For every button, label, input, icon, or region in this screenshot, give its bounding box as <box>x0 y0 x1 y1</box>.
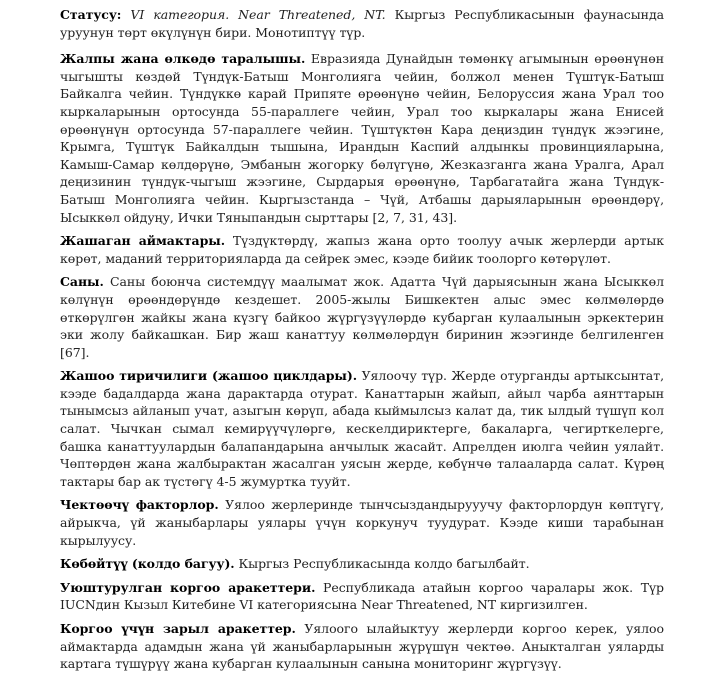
measures-taken-section <box>60 579 664 614</box>
breeding-text: Кыргыз Республикасында колдо багылбайт. <box>238 556 530 572</box>
status-text: Кыргыз Республикасынын фаунасында уруунун төрт өкүлүнүн бири. Монотиптүү түр. <box>60 7 664 40</box>
status-section <box>60 6 664 41</box>
numbers-text: Саны боюнча системдүү маалымат жок. Адатта Чүй дарыясынын жана Ысыккөл көлүнүн өрөөндөрүндө кездешет. 2005-жылы Бишкектен алыс эмес көлмөлөрдө өткөрүлгөн жайкы жана күзгү байкоо жүргүзүүлөрдө кубарган кулаалынын эркектерин эки жолу байкашкан. Бир жаш канаттуу көлмөлөрдүн биринин жээгинде белгиленген [67]. <box>60 274 664 360</box>
measures-taken-text: Республикада атайын коргоо чаралары жок. Түр IUCNдин Кызыл Китебине VI категориясына Near Threatened, NT киргизилген. <box>60 579 664 613</box>
breeding-section <box>60 555 664 573</box>
distribution-section <box>60 50 664 226</box>
habitat-heading: Жашаган аймактары. <box>60 233 226 249</box>
breeding-heading: Көбөйтүү (колдо багуу). <box>60 556 235 572</box>
measures-needed-section <box>60 620 664 673</box>
numbers-section <box>60 273 664 361</box>
numbers-heading: Саны. <box>60 274 104 290</box>
habitat-text: Түздүктөрдү, жапыз жана орто тоолуу ачык жерлерди артык көрөт, маданий территорияларда да сейрек эмес, кээде бийик тоолорго көтөрүлөт. <box>60 233 664 266</box>
distribution-heading: Жалпы жана өлкөдө таралышы. <box>60 51 306 67</box>
distribution-text: Евразияда Дунайдын төмөнкү агымынын өрөөнүнөн чыгышты көздөй Түндүк-Батыш Монголияга чейин, болжол менен Түштүк-Батыш Байкалга чейин. Түндүккө карай Припяте өрөөнүнө чейин, Белоруссия жана Урал тоо кыркаларынын ортосунда 55-параллеге чейин, Урал тоо кыркалары жана Енисей өрөөнүнүн ортосунда 57-параллеге чейин. Түштүктөн Кара деңиздин түндүк жээгине, Крымга, Түштүк Байкалдын тышына, Ирандын Каспий алдынкы провинцияларына, Камыш-Самар көлдөрүнө, Эмбанын жогорку бөлүгүнө, Жезказганга жана Уралга, Арал деңизинин түндүк-чыгыш жээгине, Сырдарыя өрөөнүнө, Тарбагатайга жана Түндүк-Батыш Монголияга чейин. Кыргызстанда – Чүй, Атбашы дарыяларынын өрөөндөрү, Ысыккөл ойдуңу, Ички Тяныпандын сырттары [2, 7, 31, 43]. <box>60 51 664 225</box>
status-heading: Статусу: <box>60 7 122 22</box>
status-category: VI категория. Near Threatened, NT. <box>130 7 386 22</box>
limiting-factors-heading: Чектөөчү факторлор. <box>60 497 219 513</box>
measures-taken-heading: Уюштурулган коргоо аракеттери. <box>60 579 316 595</box>
life-cycle-section <box>60 367 664 490</box>
limiting-factors-text: Уялоо жерлеринде тынчсыздандырууучу факторлордун көптүгү, айрыкча, үй жаныбарлары уялары үчүн коркунуч туудурат. Кээде киши тарабынан кырылуусу. <box>60 497 665 548</box>
life-cycle-heading: Жашоо тиричилиги (жашоо циклдары). <box>60 368 358 384</box>
measures-needed-text: Уялоого ылайыктуу жерлерди коргоо керек, уялоо аймактарда адамдын жана үй жаныбарларынын жүрүшүн чектөө. Аныкталган уяларды картага түшүрүү жана кубарган кулаалынын санына мониторинг жүргүзүү. <box>60 621 664 672</box>
habitat-section <box>60 232 664 267</box>
limiting-factors-section <box>60 496 664 549</box>
life-cycle-text: Уялоочу түр. Жерде отурганды артыксынтат, кээде бадалдарда жана дарактарда отурат. Канаттарын жайып, айыл чарба аянттарын тынымсыз айланып учат, азыгын көрүп, абада кыймылсыз калат да, тик ылдый түшүп кол салат. Чычкан сымал кемирүүчүлөргө, кескелдириктерге, бакаларга, чегирткелерге, башка канаттуулардын балапандарына анчылык жасайт. Апрелден июлга чейин уялайт. Чөптөрдөн жана жалбырактан жасалган уясын жерде, көбүнчө талааларда салат. Күрөң тактары бар ак түстөгү 4-5 жумуртка тууйт. <box>60 368 664 489</box>
measures-needed-heading: Коргоо үчүн зарыл аракеттер. <box>60 621 296 636</box>
